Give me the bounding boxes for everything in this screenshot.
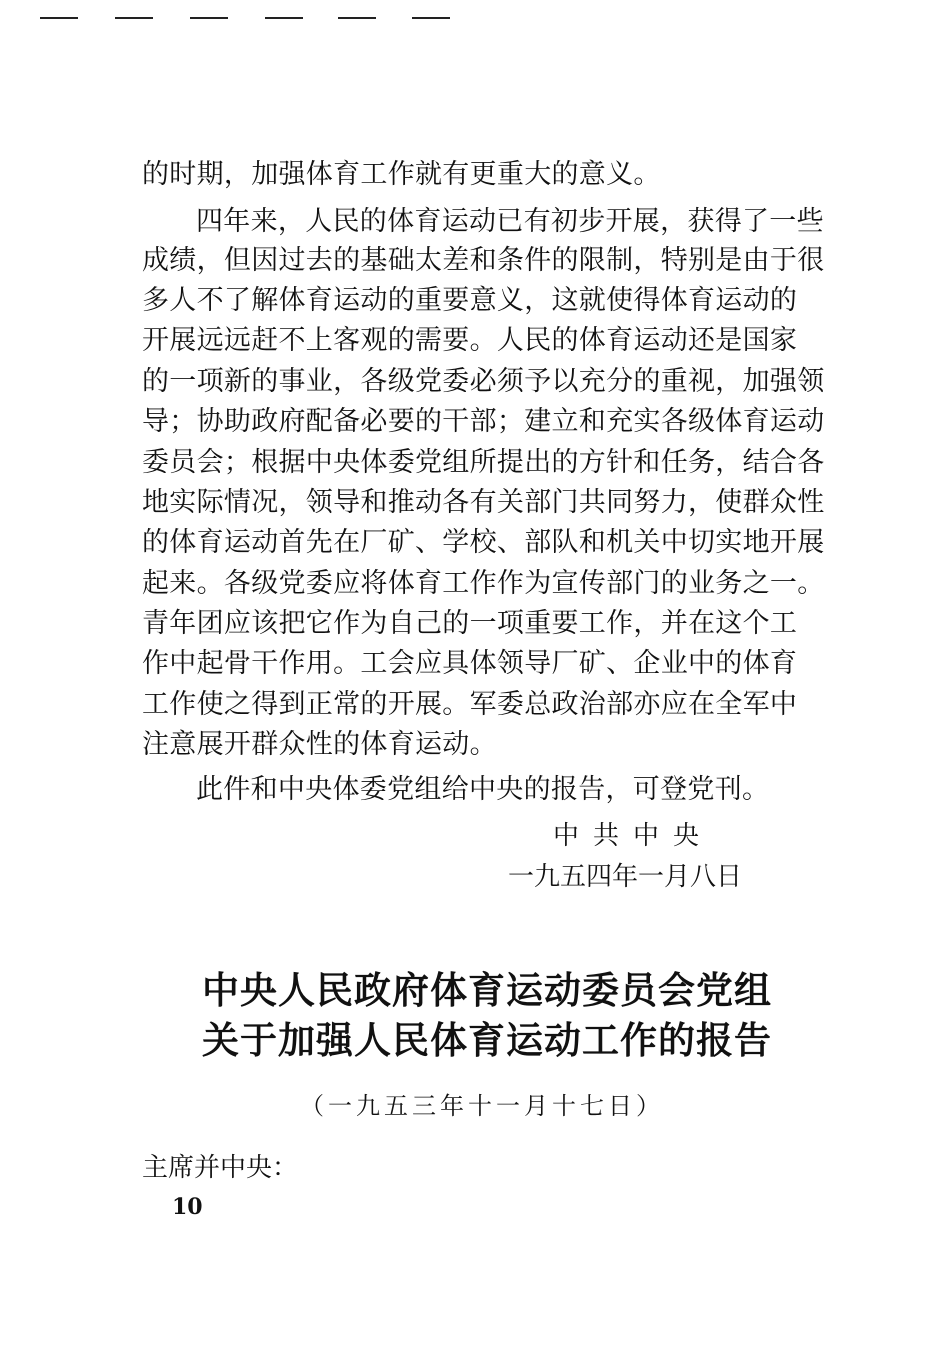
report-date: （一九五三年十一月十七日） [300, 1092, 664, 1120]
header-dash [265, 17, 303, 19]
body-line: 导；协助政府配备必要的干部；建立和充实各级体育运动 [142, 406, 825, 437]
body-line: 开展远远赶不上客观的需要。人民的体育运动还是国家 [142, 325, 798, 356]
body-line: 四年来，人民的体育运动已有初步开展，获得了一些 [196, 206, 824, 237]
body-line: 的体育运动首先在厂矿、学校、部队和机关中切实地开展 [142, 527, 825, 558]
header-dash [40, 17, 78, 19]
body-line: 的一项新的事业，各级党委必须予以充分的重视，加强领 [142, 366, 825, 397]
report-title-line1: 中央人民政府体育运动委员会党组 [202, 968, 772, 1012]
header-rule [40, 17, 450, 19]
body-line: 作中起骨干作用。工会应具体领导厂矿、企业中的体育 [142, 648, 798, 679]
body-line: 工作使之得到正常的开展。军委总政治部亦应在全军中 [142, 689, 798, 720]
body-line: 地实际情况，领导和推动各有关部门共同努力，使群众性 [142, 487, 825, 518]
body-line: 起来。各级党委应将体育工作作为宣传部门的业务之一。 [142, 568, 825, 599]
report-title-line2: 关于加强人民体育运动工作的报告 [202, 1018, 772, 1062]
page-number: 10 [172, 1194, 203, 1220]
salutation: 主席并中央： [142, 1153, 299, 1183]
body-line: 多人不了解体育运动的重要意义，这就使得体育运动的 [142, 285, 798, 316]
signature-org: 中共中央 [553, 821, 714, 851]
body-line: 成绩，但因过去的基础太差和条件的限制，特别是由于很 [142, 245, 825, 276]
header-dash [338, 17, 376, 19]
header-dash [115, 17, 153, 19]
header-dash [190, 17, 228, 19]
body-line: 委员会；根据中央体委党组所提出的方针和任务，结合各 [142, 447, 825, 478]
header-dash [412, 17, 450, 19]
body-line: 青年团应该把它作为自己的一项重要工作，并在这个工 [142, 608, 798, 639]
body-line: 注意展开群众性的体育运动。 [142, 729, 497, 760]
body-line: 的时期，加强体育工作就有更重大的意义。 [142, 159, 661, 190]
signature-date: 一九五四年一月八日 [508, 862, 743, 892]
body-line: 此件和中央体委党组给中央的报告，可登党刊。 [196, 774, 770, 805]
